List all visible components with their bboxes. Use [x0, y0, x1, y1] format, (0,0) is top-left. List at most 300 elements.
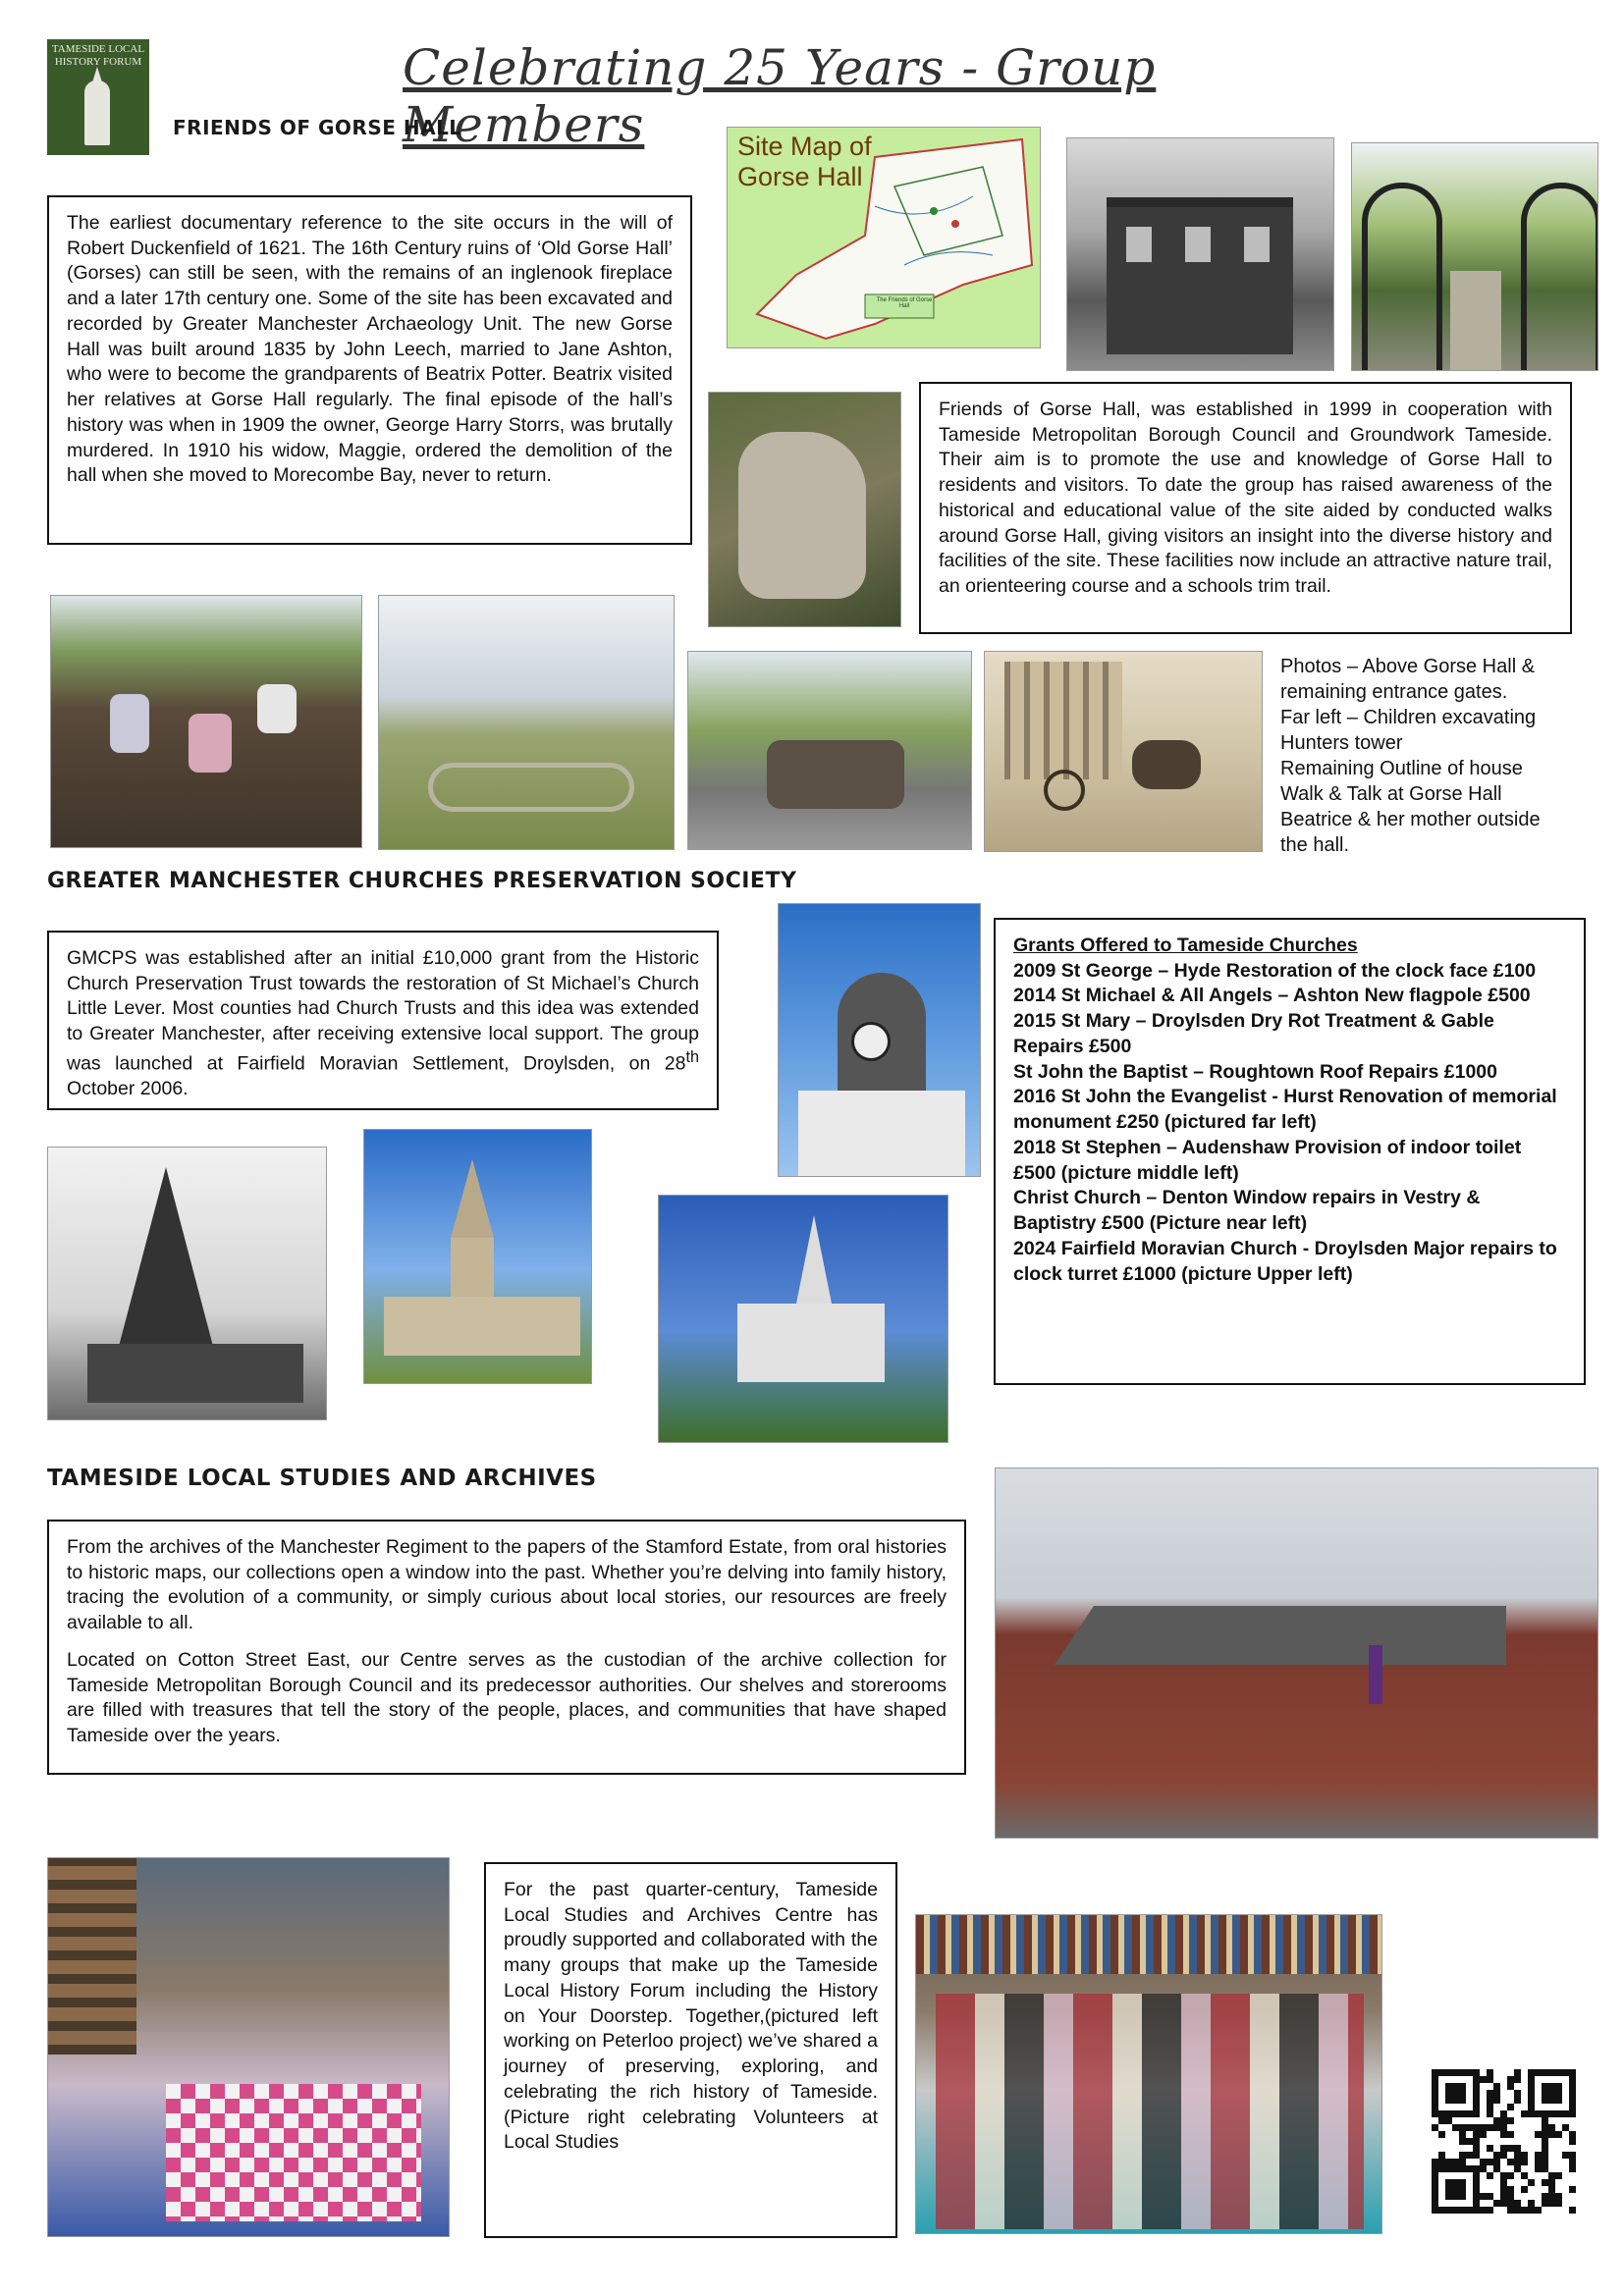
qr-module: [1466, 2193, 1473, 2200]
qr-module: [1555, 2200, 1562, 2207]
qr-module: [1521, 2110, 1528, 2117]
qr-module: [1459, 2186, 1466, 2193]
qr-module: [1480, 2193, 1487, 2200]
qr-module: [1542, 2159, 1548, 2165]
caption-line: Beatrice & her mother outside: [1280, 809, 1541, 830]
archives-intro-box: [47, 1520, 966, 1775]
qr-module: [1487, 2152, 1493, 2159]
qr-module: [1535, 2186, 1542, 2193]
site-map-badge: The Friends of Gorse Hall: [876, 297, 933, 309]
caption-line: Photos – Above Gorse Hall &: [1280, 656, 1536, 677]
qr-module: [1507, 2172, 1514, 2179]
qr-module: [1473, 2110, 1480, 2117]
qr-module: [1521, 2200, 1528, 2207]
quarter-century-text: For the past quarter-century, Tameside Local Studies and Archives Centre has proudly supported and collaborated with the many groups that make up the Tameside Local History Forum including the History on Your Doorstep. Together,(pictured left working on Peterloo project) we’ve shared a journey of preserving, exploring, and celebrating the rich history of Tameside. (Picture right celebrating Volunteers at Local Studies: [504, 1879, 878, 2154]
qr-module: [1507, 2179, 1514, 2186]
qr-module: [1562, 2069, 1569, 2076]
site-map-image: [727, 127, 1041, 348]
qr-module: [1569, 2165, 1576, 2172]
qr-module: [1562, 2131, 1569, 2138]
qr-module: [1528, 2193, 1535, 2200]
gmcps-intro-end: October 2006.: [67, 1078, 189, 1100]
qr-module: [1487, 2124, 1493, 2131]
qr-module: [1500, 2117, 1507, 2124]
qr-module: [1521, 2069, 1528, 2076]
qr-module: [1521, 2207, 1528, 2214]
qr-module: [1493, 2172, 1500, 2179]
qr-module: [1466, 2200, 1473, 2207]
qr-module: [1438, 2159, 1445, 2165]
qr-module: [1459, 2076, 1466, 2083]
qr-module: [1507, 2076, 1514, 2083]
qr-module: [1480, 2179, 1487, 2186]
qr-module: [1445, 2145, 1452, 2152]
qr-module: [1521, 2172, 1528, 2179]
qr-module: [1521, 2193, 1528, 2200]
qr-module: [1445, 2138, 1452, 2145]
qr-module: [1452, 2104, 1459, 2110]
qr-module: [1473, 2104, 1480, 2110]
qr-module: [1569, 2145, 1576, 2152]
qr-module: [1487, 2097, 1493, 2104]
qr-module: [1548, 2152, 1555, 2159]
qr-module: [1459, 2131, 1466, 2138]
qr-module: [1569, 2152, 1576, 2159]
qr-module: [1507, 2110, 1514, 2117]
gorse-hall-history-box: [47, 195, 692, 545]
qr-module: [1500, 2110, 1507, 2117]
qr-module: [1528, 2145, 1535, 2152]
qr-module: [1507, 2090, 1514, 2097]
qr-module: [1432, 2076, 1438, 2083]
grant-item: 2016 St John the Evangelist - Hurst Renovation of memorial monument £250 (pictured far left): [1013, 1086, 1557, 1134]
qr-module: [1487, 2117, 1493, 2124]
qr-module: [1569, 2186, 1576, 2193]
caption-line: Far left – Children excavating: [1280, 707, 1537, 728]
qr-module: [1555, 2104, 1562, 2110]
qr-module: [1507, 2104, 1514, 2110]
qr-module: [1507, 2138, 1514, 2145]
qr-module: [1500, 2104, 1507, 2110]
qr-module: [1459, 2207, 1466, 2214]
qr-module: [1438, 2131, 1445, 2138]
qr-module: [1535, 2104, 1542, 2110]
qr-module: [1514, 2069, 1521, 2076]
qr-module: [1432, 2110, 1438, 2117]
qr-module: [1500, 2124, 1507, 2131]
qr-module: [1562, 2110, 1569, 2117]
qr-module: [1466, 2179, 1473, 2186]
qr-module: [1459, 2069, 1466, 2076]
qr-module: [1473, 2131, 1480, 2138]
qr-module: [1507, 2200, 1514, 2207]
qr-module: [1452, 2186, 1459, 2193]
qr-module: [1507, 2159, 1514, 2165]
entrance-gates-photo: [1351, 142, 1598, 371]
qr-module: [1535, 2165, 1542, 2172]
qr-module: [1535, 2076, 1542, 2083]
qr-module: [1514, 2186, 1521, 2193]
qr-module: [1452, 2090, 1459, 2097]
qr-module: [1487, 2131, 1493, 2138]
qr-module: [1480, 2110, 1487, 2117]
qr-module: [1445, 2179, 1452, 2186]
qr-module: [1438, 2138, 1445, 2145]
qr-module: [1452, 2069, 1459, 2076]
qr-module: [1500, 2159, 1507, 2165]
qr-module: [1569, 2131, 1576, 2138]
qr-module: [1507, 2117, 1514, 2124]
archives-building-photo: [995, 1468, 1598, 1839]
qr-module: [1500, 2138, 1507, 2145]
qr-module: [1438, 2172, 1445, 2179]
qr-module: [1473, 2179, 1480, 2186]
caption-line: Hunters tower: [1280, 732, 1403, 754]
qr-module: [1445, 2104, 1452, 2110]
qr-module: [1548, 2165, 1555, 2172]
gorse-hall-photo: [1066, 137, 1334, 371]
qr-module: [1452, 2165, 1459, 2172]
qr-module: [1542, 2104, 1548, 2110]
qr-module: [1555, 2124, 1562, 2131]
qr-module: [1452, 2207, 1459, 2214]
qr-module: [1514, 2145, 1521, 2152]
qr-module: [1432, 2145, 1438, 2152]
qr-module: [1569, 2110, 1576, 2117]
qr-module: [1438, 2207, 1445, 2214]
qr-module: [1480, 2138, 1487, 2145]
qr-module: [1493, 2165, 1500, 2172]
qr-module: [1473, 2138, 1480, 2145]
qr-module: [1562, 2145, 1569, 2152]
qr-module: [1555, 2076, 1562, 2083]
qr-module: [1432, 2172, 1438, 2179]
qr-module: [1466, 2145, 1473, 2152]
qr-module: [1480, 2159, 1487, 2165]
qr-module: [1452, 2083, 1459, 2090]
qr-module: [1473, 2207, 1480, 2214]
qr-module: [1514, 2179, 1521, 2186]
qr-module: [1548, 2124, 1555, 2131]
qr-module: [1432, 2083, 1438, 2090]
qr-module: [1555, 2069, 1562, 2076]
grants-box: [994, 918, 1586, 1385]
quarter-century-box: [484, 1862, 897, 2238]
qr-module: [1487, 2172, 1493, 2179]
qr-module: [1445, 2097, 1452, 2104]
qr-module: [1438, 2165, 1445, 2172]
qr-module: [1473, 2186, 1480, 2193]
qr-module: [1473, 2076, 1480, 2083]
qr-module: [1438, 2193, 1445, 2200]
qr-module: [1514, 2207, 1521, 2214]
qr-module: [1452, 2110, 1459, 2117]
qr-module: [1507, 2207, 1514, 2214]
hunters-tower-outline-photo: [378, 595, 675, 850]
qr-module: [1548, 2104, 1555, 2110]
qr-module: [1521, 2165, 1528, 2172]
caption-line: Walk & Talk at Gorse Hall: [1280, 783, 1502, 805]
qr-module: [1480, 2090, 1487, 2097]
qr-module: [1438, 2200, 1445, 2207]
qr-module: [1542, 2207, 1548, 2214]
qr-module: [1514, 2193, 1521, 2200]
qr-module: [1507, 2186, 1514, 2193]
qr-module: [1438, 2179, 1445, 2186]
qr-code[interactable]: [1432, 2069, 1576, 2214]
qr-module: [1480, 2104, 1487, 2110]
qr-module: [1493, 2200, 1500, 2207]
walk-and-talk-photo: [687, 651, 972, 850]
qr-module: [1452, 2159, 1459, 2165]
qr-module: [1493, 2090, 1500, 2097]
qr-module: [1562, 2076, 1569, 2083]
qr-module: [1528, 2104, 1535, 2110]
section-heading-gorse-hall: FRIENDS OF GORSE HALL: [173, 116, 462, 139]
qr-module: [1473, 2069, 1480, 2076]
qr-module: [1480, 2207, 1487, 2214]
qr-module: [1562, 2124, 1569, 2131]
squirrel-stone-photo: [708, 392, 901, 627]
qr-module: [1493, 2069, 1500, 2076]
qr-module: [1459, 2110, 1466, 2117]
qr-module: [1542, 2124, 1548, 2131]
qr-module: [1473, 2124, 1480, 2131]
qr-module: [1438, 2186, 1445, 2193]
qr-module: [1569, 2200, 1576, 2207]
qr-module: [1500, 2186, 1507, 2193]
qr-module: [1459, 2179, 1466, 2186]
qr-module: [1548, 2172, 1555, 2179]
gmcps-intro-text: [67, 946, 699, 1102]
caption-line: Remaining Outline of house: [1280, 758, 1523, 779]
qr-module: [1569, 2124, 1576, 2131]
qr-module: [1466, 2207, 1473, 2214]
qr-module: [1514, 2110, 1521, 2117]
qr-module: [1445, 2131, 1452, 2138]
archives-para-2: Located on Cotton Street East, our Centre serves as the custodian of the archive collection for Tameside Metropolitan Borough Council and its predecessor authorities. Our shelves and storerooms are filled with treasures that tell the story of the people, places, and communities that have shaped Tameside over the years.: [67, 1648, 947, 1747]
qr-module: [1507, 2145, 1514, 2152]
qr-module: [1459, 2172, 1466, 2179]
qr-module: [1480, 2069, 1487, 2076]
qr-module: [1507, 2083, 1514, 2090]
site-map-title-line-1: Site Map of: [737, 132, 872, 161]
qr-module: [1459, 2145, 1466, 2152]
qr-module: [1507, 2152, 1514, 2159]
qr-module: [1466, 2076, 1473, 2083]
qr-module: [1493, 2124, 1500, 2131]
qr-module: [1542, 2076, 1548, 2083]
qr-module: [1438, 2076, 1445, 2083]
qr-module: [1480, 2186, 1487, 2193]
qr-module: [1542, 2131, 1548, 2138]
qr-module: [1473, 2152, 1480, 2159]
qr-module: [1493, 2138, 1500, 2145]
qr-module: [1542, 2193, 1548, 2200]
qr-module: [1438, 2104, 1445, 2110]
qr-module: [1459, 2124, 1466, 2131]
qr-module: [1528, 2179, 1535, 2186]
qr-module: [1548, 2200, 1555, 2207]
qr-module: [1452, 2145, 1459, 2152]
qr-module: [1562, 2179, 1569, 2186]
qr-module: [1555, 2083, 1562, 2090]
qr-module: [1535, 2069, 1542, 2076]
qr-module: [1562, 2138, 1569, 2145]
qr-module: [1493, 2159, 1500, 2165]
qr-module: [1562, 2152, 1569, 2159]
tower-shape: [84, 80, 110, 145]
qr-module: [1500, 2200, 1507, 2207]
qr-module: [1521, 2152, 1528, 2159]
qr-module: [1514, 2097, 1521, 2104]
qr-module: [1452, 2152, 1459, 2159]
qr-module: [1452, 2124, 1459, 2131]
qr-module: [1473, 2165, 1480, 2172]
qr-module: [1445, 2159, 1452, 2165]
qr-module: [1555, 2165, 1562, 2172]
qr-module: [1521, 2083, 1528, 2090]
qr-module: [1473, 2193, 1480, 2200]
caption-line: remaining entrance gates.: [1280, 681, 1508, 703]
qr-module: [1521, 2159, 1528, 2165]
children-excavating-photo: [50, 595, 362, 848]
qr-module: [1432, 2152, 1438, 2159]
gmcps-intro-sup: th: [685, 1047, 699, 1066]
qr-module: [1480, 2200, 1487, 2207]
qr-module: [1445, 2193, 1452, 2200]
qr-module: [1480, 2076, 1487, 2083]
qr-module: [1445, 2172, 1452, 2179]
qr-module: [1521, 2117, 1528, 2124]
qr-module: [1528, 2159, 1535, 2165]
qr-module: [1535, 2138, 1542, 2145]
qr-module: [1535, 2131, 1542, 2138]
qr-module: [1480, 2083, 1487, 2090]
qr-module: [1438, 2083, 1445, 2090]
qr-module: [1562, 2159, 1569, 2165]
qr-module: [1452, 2172, 1459, 2179]
qr-module: [1548, 2159, 1555, 2165]
qr-module: [1445, 2200, 1452, 2207]
qr-module: [1432, 2097, 1438, 2104]
qr-module: [1548, 2193, 1555, 2200]
qr-module: [1562, 2186, 1569, 2193]
qr-module: [1459, 2193, 1466, 2200]
qr-module: [1528, 2124, 1535, 2131]
qr-module: [1466, 2124, 1473, 2131]
logo-line-1: TAMESIDE LOCAL: [51, 43, 145, 55]
qr-module: [1548, 2110, 1555, 2117]
grant-item: 2015 St Mary – Droylsden Dry Rot Treatment & Gable Repairs £500: [1013, 1010, 1494, 1057]
qr-module: [1466, 2104, 1473, 2110]
qr-module: [1514, 2104, 1521, 2110]
qr-module: [1521, 2104, 1528, 2110]
qr-module: [1521, 2145, 1528, 2152]
qr-module: [1521, 2138, 1528, 2145]
qr-module: [1555, 2117, 1562, 2124]
christ-church-photo: [658, 1195, 948, 1443]
qr-module: [1432, 2159, 1438, 2165]
qr-module: [1445, 2152, 1452, 2159]
qr-module: [1445, 2083, 1452, 2090]
qr-module: [1507, 2193, 1514, 2200]
gorse-hall-history-text: The earliest documentary reference to the site occurs in the will of Robert Duckenfield of 1621. The 16th Century ruins of ‘Old Gorse Hall’ (Gorses) can still be seen, with the remains of an inglenook fireplace and a later 17th century one. Some of the site has been excavated and recorded by Greater Manchester Archaeology Unit. The new Gorse Hall was built around 1835 by John Leech, married to Jane Ashton, who were to become the grandparents of Beatrix Potter. Beatrix visited her relatives at Gorse Hall regularly. The final episode of the hall’s history was when in 1909 the owner, George Harry Storrs, was brutally murdered. In 1910 his widow, Maggie, ordered the demolition of the hall when she moved to Morecombe Bay, never to return.: [67, 212, 673, 487]
qr-module: [1521, 2186, 1528, 2193]
qr-module: [1535, 2179, 1542, 2186]
qr-module: [1555, 2138, 1562, 2145]
qr-module: [1487, 2090, 1493, 2097]
qr-module: [1466, 2172, 1473, 2179]
qr-module: [1487, 2069, 1493, 2076]
qr-module: [1445, 2165, 1452, 2172]
qr-module: [1528, 2110, 1535, 2117]
qr-module: [1432, 2200, 1438, 2207]
qr-module: [1569, 2138, 1576, 2145]
qr-module: [1562, 2200, 1569, 2207]
qr-module: [1528, 2083, 1535, 2090]
qr-module: [1548, 2145, 1555, 2152]
qr-module: [1521, 2076, 1528, 2083]
qr-module: [1438, 2117, 1445, 2124]
qr-module: [1500, 2179, 1507, 2186]
friends-of-gorse-hall-box: [919, 382, 1572, 634]
qr-module: [1535, 2124, 1542, 2131]
st-stephen-photo: [363, 1129, 592, 1384]
qr-module: [1562, 2117, 1569, 2124]
qr-module: [1487, 2207, 1493, 2214]
qr-module: [1528, 2090, 1535, 2097]
qr-module: [1493, 2152, 1500, 2159]
qr-module: [1432, 2193, 1438, 2200]
qr-module: [1535, 2110, 1542, 2117]
qr-module: [1555, 2145, 1562, 2152]
qr-module: [1487, 2145, 1493, 2152]
qr-module: [1528, 2131, 1535, 2138]
qr-module: [1548, 2083, 1555, 2090]
qr-module: [1542, 2145, 1548, 2152]
qr-module: [1555, 2110, 1562, 2117]
qr-module: [1432, 2117, 1438, 2124]
qr-module: [1487, 2186, 1493, 2193]
qr-module: [1480, 2165, 1487, 2172]
grant-item: 2024 Fairfield Moravian Church - Droylsden Major repairs to clock turret £1000 (picture Upper left): [1013, 1237, 1557, 1285]
qr-module: [1500, 2069, 1507, 2076]
qr-module: [1548, 2076, 1555, 2083]
qr-module: [1466, 2083, 1473, 2090]
qr-module: [1438, 2069, 1445, 2076]
qr-module: [1480, 2152, 1487, 2159]
qr-module: [1507, 2131, 1514, 2138]
qr-module: [1562, 2165, 1569, 2172]
qr-module: [1500, 2152, 1507, 2159]
qr-module: [1466, 2165, 1473, 2172]
qr-module: [1452, 2117, 1459, 2124]
qr-module: [1555, 2090, 1562, 2097]
qr-module: [1445, 2186, 1452, 2193]
qr-module: [1466, 2117, 1473, 2124]
qr-module: [1569, 2117, 1576, 2124]
qr-module: [1480, 2172, 1487, 2179]
qr-module: [1445, 2069, 1452, 2076]
qr-module: [1535, 2117, 1542, 2124]
qr-module: [1493, 2117, 1500, 2124]
qr-module: [1432, 2165, 1438, 2172]
qr-module: [1487, 2076, 1493, 2083]
qr-module: [1466, 2090, 1473, 2097]
grant-item: 2009 St George – Hyde Restoration of the clock face £100: [1013, 959, 1537, 982]
qr-module: [1528, 2200, 1535, 2207]
